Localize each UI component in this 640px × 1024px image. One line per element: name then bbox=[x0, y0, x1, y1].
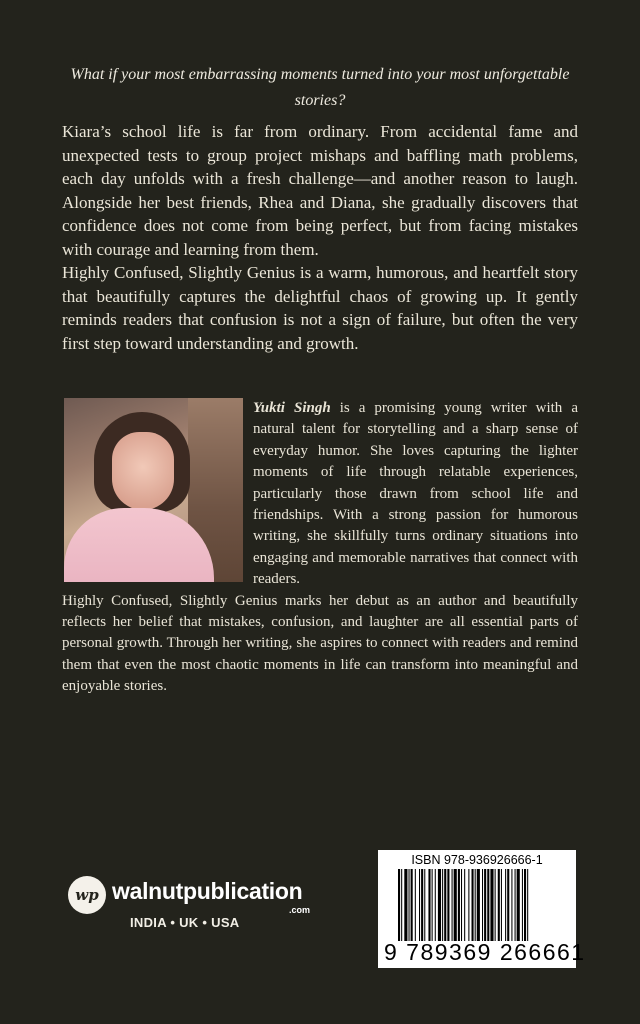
publisher-domain: .com bbox=[289, 905, 311, 915]
blurb-paragraph-1: Kiara’s school life is far from ordinary. From accidental fame and unexpected tests to group project mishaps and baffling math problems, each day unfolds with a fresh challenge—and another reason to laugh. Alongside her best friends, Rhea and Diana, she gradually discovers that confidence does not come from being perfect, but from facing mistakes with courage and learning from them. bbox=[62, 122, 578, 259]
author-section bbox=[62, 398, 578, 698]
barcode-bars bbox=[398, 869, 566, 941]
author-name: Yukti Singh bbox=[253, 400, 331, 416]
book-blurb bbox=[62, 120, 578, 355]
barcode-digits: 9 789369 266661 bbox=[384, 939, 586, 965]
publisher-logo bbox=[68, 874, 328, 918]
tagline: What if your most embarrassing moments turned into your most unforgettable stories? bbox=[70, 66, 570, 109]
author-bio-more: Highly Confused, Slightly Genius marks her debut as an author and beautifully reflects her belief that mistakes, confusion, and laughter are all essential parts of personal growth. Through her writing, she aspires to connect with readers and remind them that even the most chaotic moments in life can transform into meaningful and enjoyable stories. bbox=[62, 592, 578, 695]
walnut-logo-icon: wp bbox=[68, 876, 106, 914]
publisher-name: walnutpublication bbox=[112, 878, 303, 904]
isbn-barcode bbox=[378, 850, 586, 968]
isbn-label: ISBN 978-936926666-1 bbox=[411, 853, 543, 867]
author-bio-intro: is a promising young writer with a natural talent for storytelling and a sharp sense of everyday humor. She loves capturing the lighter moments of life through relatable experiences, particularly those drawn from school life and friendships. With a strong passion for humorous writing, she skillfully turns ordinary situations into engaging and memorable narratives that connect with readers. bbox=[253, 400, 578, 588]
publisher-regions: INDIA • UK • USA bbox=[130, 915, 240, 930]
author-photo bbox=[64, 398, 243, 582]
blurb-paragraph-2: Highly Confused, Slightly Genius is a warm, humorous, and heartfelt story that beautifully captures the delightful chaos of growing up. It gently reminds readers that confusion is not a sign of failure, but often the very first step toward understanding and growth. bbox=[62, 263, 578, 353]
